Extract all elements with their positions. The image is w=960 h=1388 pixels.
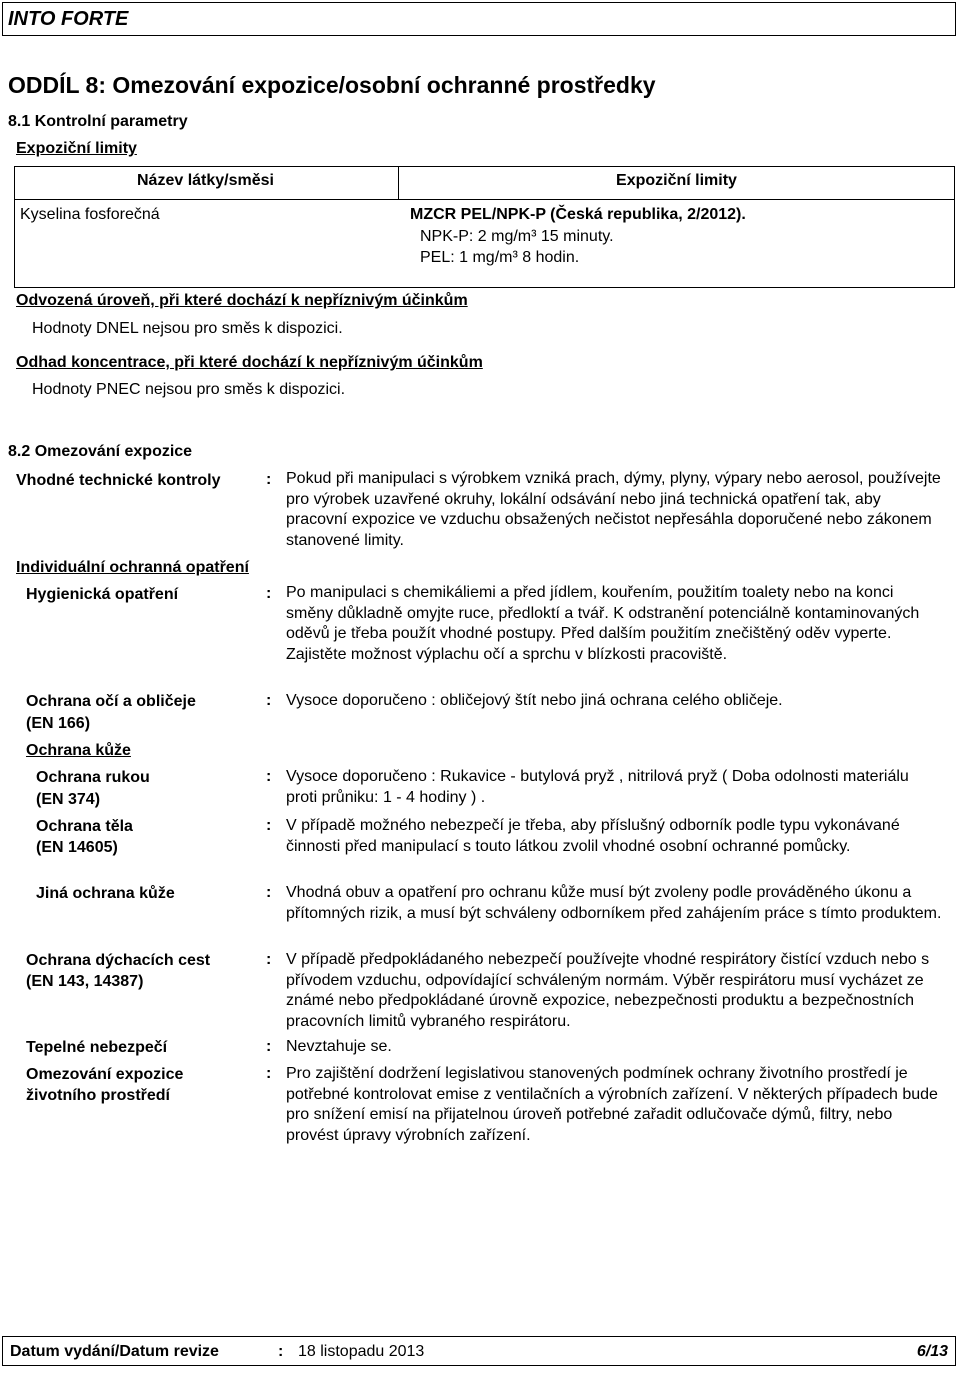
colon: :	[266, 585, 272, 602]
table-cell-limit-npk: NPK-P: 2 mg/m³ 15 minuty.	[420, 228, 614, 245]
footer-date-label: Datum vydání/Datum revize	[10, 1343, 219, 1360]
table-header-substance: Název látky/směsi	[137, 172, 274, 189]
exposure-limits-heading: Expoziční limity	[16, 140, 137, 157]
footer-date: 18 listopadu 2013	[298, 1343, 425, 1360]
colon: :	[266, 768, 272, 785]
footer-page-number: 6/13	[916, 1343, 948, 1360]
other-skin-protection-label: Jiná ochrana kůže	[36, 885, 175, 902]
environmental-exposure-label: Omezování expozice	[26, 1066, 184, 1083]
body-protection-text: V případě možného nebezpečí je třeba, aby příslušný odborník podle typu vykonávané činnosti před manipulací s touto látkou zvolil vhodné osobní ochranné pomůcky.	[286, 817, 900, 855]
colon: :	[266, 951, 272, 968]
thermal-hazards-label: Tepelné nebezpečí	[26, 1039, 168, 1056]
table-cell-limit-pel: PEL: 1 mg/m³ 8 hodin.	[420, 249, 580, 266]
eye-protection-standard: (EN 166)	[26, 715, 91, 732]
colon: :	[266, 884, 272, 901]
thermal-hazards-text: Nevztahuje se.	[286, 1038, 392, 1055]
subsection-8-2: 8.2 Omezování expozice	[8, 443, 193, 460]
environmental-exposure-text: Pro zajištění dodržení legislativou stanovených podmínek ochrany životního prostředí je potřebné kontrolovat emise z ventilačních a výrobních zařízení. V některých případech bude pro snížení emisí na přijatelnou úroveň potřebné zařadit odlučovače dýmů, filtry, nebo provést úpravy výrobních zařízení.	[286, 1065, 938, 1144]
body-protection-standard: (EN 14605)	[36, 839, 118, 856]
eye-protection-label: Ochrana očí a obličeje	[26, 693, 196, 710]
footer-colon: :	[278, 1343, 284, 1360]
hygiene-label: Hygienická opatření	[26, 586, 179, 603]
colon: :	[266, 1065, 272, 1082]
section-title: ODDÍL 8: Omezování expozice/osobní ochranné prostředky	[8, 72, 656, 98]
subsection-8-1: 8.1 Kontrolní parametry	[8, 113, 188, 130]
colon: :	[266, 692, 272, 709]
pnec-heading: Odhad koncentrace, při které dochází k nepříznivým účinkům	[16, 354, 483, 371]
table-header-limits: Expoziční limity	[616, 172, 737, 189]
skin-protection-heading: Ochrana kůže	[26, 742, 131, 759]
eye-protection-text: Vysoce doporučeno : obličejový štít nebo jiná ochrana celého obličeje.	[286, 692, 783, 709]
technical-controls-text: Pokud při manipulaci s výrobkem vzniká prach, dýmy, plyny, výpary nebo aerosol, používejte pro výrobek uzavřené okruhy, lokální odsávání nebo jiná technická opatření tak, aby pracovní expozice ve vzduchu obsažených nečistot nepřesáhla doporučené nebo zákonem stanovené limity.	[286, 470, 941, 549]
respiratory-protection-text: V případě předpokládaného nebezpečí používejte vhodné respirátory čistící vzduch nebo s přívodem vzduchu, odpovídající schváleným normám. Výběr respirátoru musí vycházet ze známé nebo předpokládané úrovně expozice, nebezpečnosti produktu a bezpečnostních pracovních limitů vybraného respirátoru.	[286, 951, 930, 1030]
product-name: INTO FORTE	[8, 8, 129, 30]
hand-protection-text: Vysoce doporučeno : Rukavice - butylová pryž , nitrilová pryž ( Doba odolnosti materiálu proti průniku: 1 - 4 hodiny ) .	[286, 768, 909, 806]
respiratory-protection-standard: (EN 143, 14387)	[26, 973, 144, 990]
table-cell-substance: Kyselina fosforečná	[20, 206, 160, 223]
table-cell-limit-title: MZCR PEL/NPK-P (Česká republika, 2/2012).	[410, 206, 746, 223]
individual-protection-heading: Individuální ochranná opatření	[16, 559, 249, 576]
colon: :	[266, 817, 272, 834]
body-protection-label: Ochrana těla	[36, 818, 133, 835]
environmental-exposure-label-2: životního prostředí	[26, 1087, 170, 1104]
dnel-text: Hodnoty DNEL nejsou pro směs k dispozici.	[32, 320, 343, 337]
hygiene-text: Po manipulaci s chemikáliemi a před jídlem, kouřením, použitím toalety nebo na konci směny důkladně omyjte ruce, předloktí a tvář. K odstranění potenciálně kontaminovaných oděvů je třeba použít vhodné postupy. Před dalším použitím znečištěný oděv vyperte. Zajistěte možnost výplachu očí a sprchu v blízkosti pracoviště.	[286, 584, 920, 663]
respiratory-protection-label: Ochrana dýchacích cest	[26, 952, 211, 969]
header-box	[2, 2, 956, 36]
hand-protection-label: Ochrana rukou	[36, 769, 150, 786]
other-skin-protection-text: Vhodná obuv a opatření pro ochranu kůže musí být zvoleny podle prováděného úkonu a přítomných rizik, a musí být schváleny odborníkem před zahájením práce s tímto produktem.	[286, 884, 942, 922]
technical-controls-label: Vhodné technické kontroly	[16, 472, 221, 489]
colon: :	[266, 1038, 272, 1055]
pnec-text: Hodnoty PNEC nejsou pro směs k dispozici.	[32, 381, 346, 398]
hand-protection-standard: (EN 374)	[36, 791, 101, 808]
dnel-heading: Odvozená úroveň, při které dochází k nepříznivým účinkům	[16, 292, 468, 309]
colon: :	[266, 471, 272, 488]
